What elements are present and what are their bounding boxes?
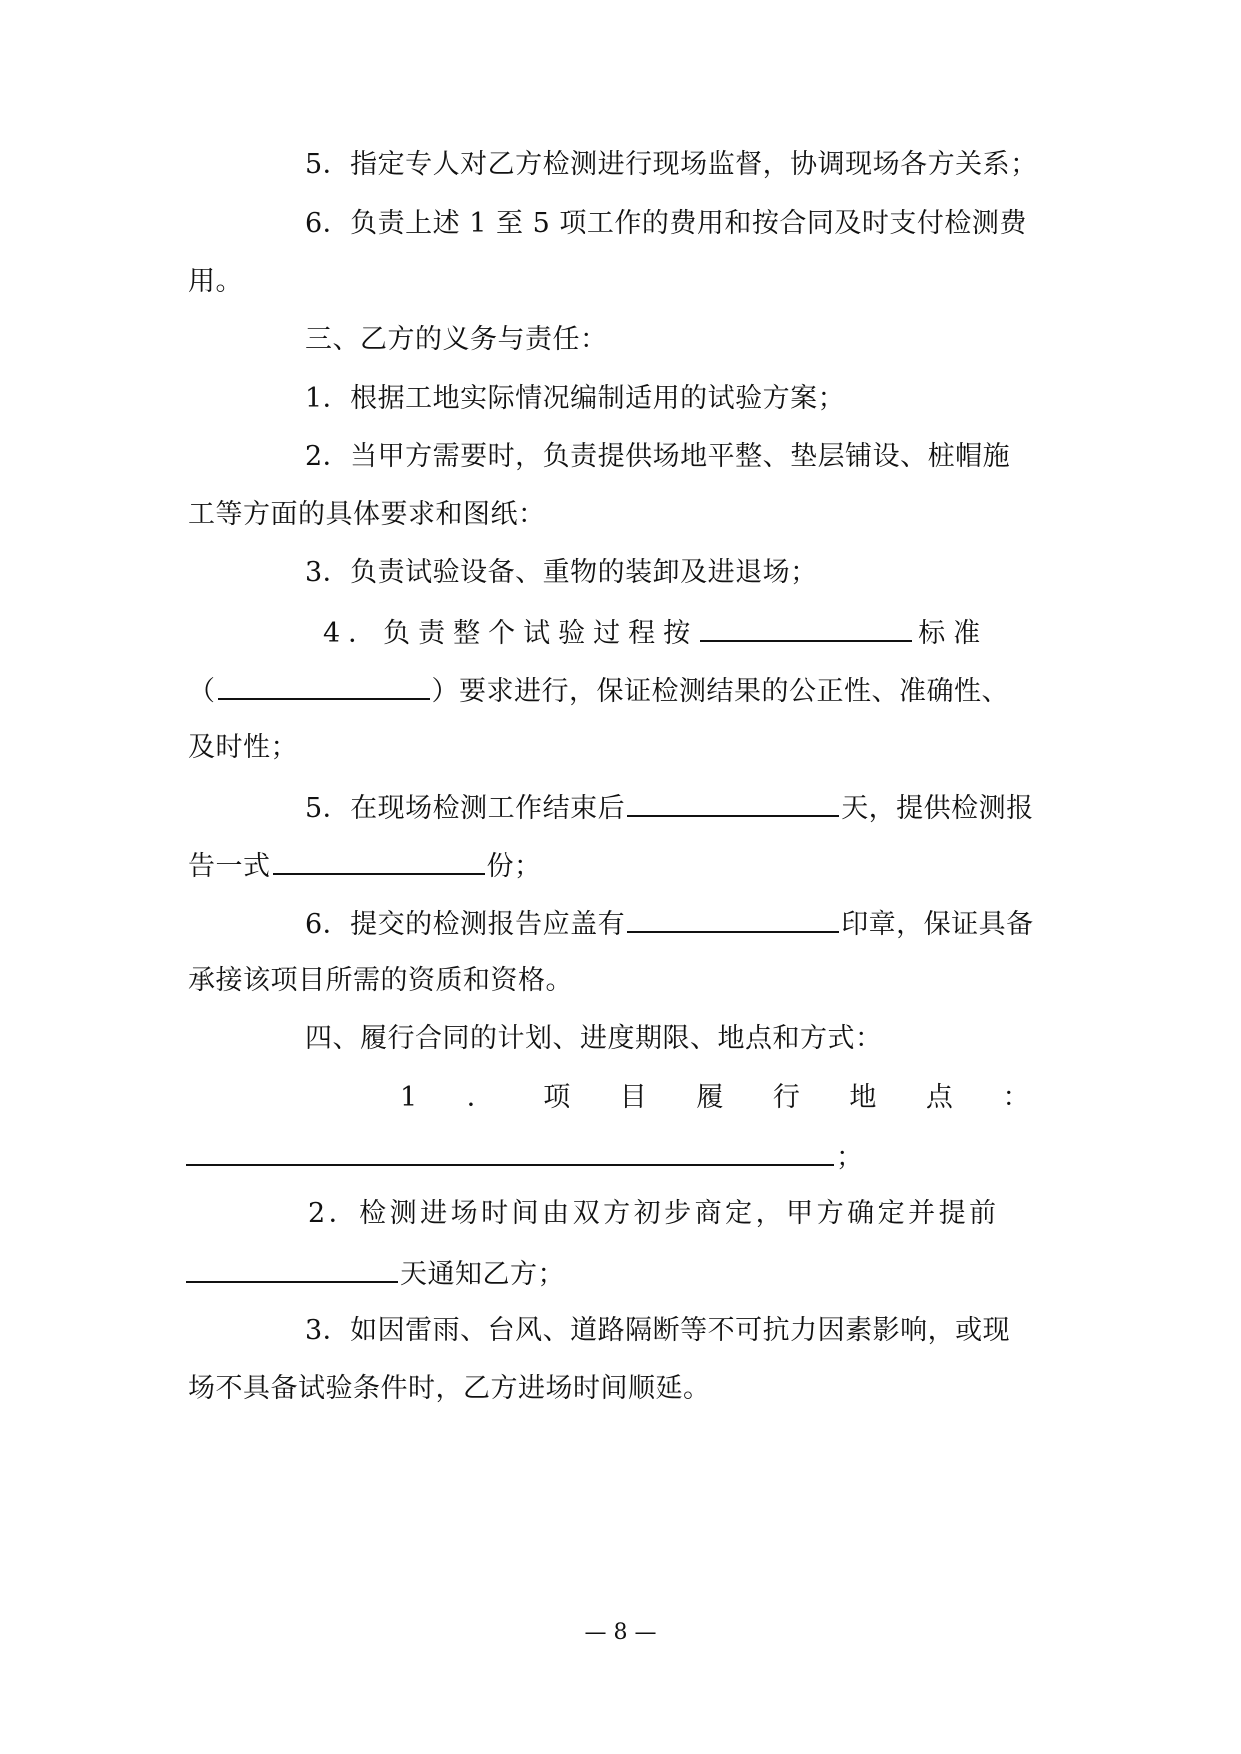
party-b-item-2-line2: 工等方面的具体要求和图纸： — [188, 499, 546, 530]
spread-char: 项 — [543, 1082, 571, 1113]
plan-item-2-line2 — [186, 1253, 565, 1295]
item-4-line2-text: ）要求进行，保证检测结果的公正性、准确性、 — [431, 676, 1009, 707]
party-b-item-5-line2 — [188, 845, 542, 887]
party-b-item-3: 3．负责试验设备、重物的装卸及进退场； — [305, 557, 818, 588]
spread-char: 履 — [696, 1082, 724, 1113]
party-b-item-4-line2 — [188, 670, 1009, 712]
plan-item-2-line1: 2．检测进场时间由双方初步商定，甲方确定并提前 — [308, 1198, 1000, 1229]
plan-item-1-line1 — [400, 1078, 1030, 1118]
spread-char: ： — [1002, 1082, 1030, 1113]
spread-char: 1 — [400, 1082, 418, 1113]
spread-char: 地 — [849, 1082, 877, 1113]
party-b-item-4-line1 — [323, 612, 988, 654]
spread-char: 点 — [925, 1082, 954, 1113]
seal-name-blank[interactable] — [627, 903, 839, 933]
location-end-punct: ； — [836, 1142, 864, 1173]
party-a-item-6-line2: 用。 — [188, 266, 243, 297]
item-6-text-before: 6．提交的检测报告应盖有 — [305, 909, 626, 940]
project-location-blank[interactable] — [186, 1136, 834, 1166]
item-5-line2-after: 份； — [486, 851, 542, 882]
item-5-line2-before: 告一式 — [188, 851, 271, 882]
section-heading-4: 四、履行合同的计划、进度期限、地点和方式： — [305, 1023, 883, 1054]
party-b-item-1: 1．根据工地实际情况编制适用的试验方案； — [305, 383, 846, 414]
party-b-item-4-line3: 及时性； — [188, 732, 298, 763]
report-copies-blank[interactable] — [273, 845, 485, 875]
paren-open: （ — [188, 676, 216, 707]
plan-item-3-line1: 3．如因雷雨、台风、道路隔断等不可抗力因素影响，或现 — [305, 1315, 1011, 1346]
standard-name-blank[interactable] — [700, 612, 912, 642]
report-days-blank[interactable] — [627, 787, 839, 817]
party-b-item-6-line2: 承接该项目所需的资质和资格。 — [188, 965, 573, 996]
plan-item-3-line2: 场不具备试验条件时，乙方进场时间顺延。 — [188, 1373, 711, 1404]
item-4-text-after: 标准 — [918, 618, 989, 649]
spread-char: ． — [466, 1082, 495, 1113]
item-6-text-after: 印章，保证具备 — [841, 909, 1034, 940]
spread-char: 目 — [619, 1082, 648, 1113]
item-4-text-before: 4．负责整个试验过程按 — [323, 618, 699, 649]
spread-char: 行 — [772, 1082, 801, 1113]
party-b-item-2-line1: 2．当甲方需要时，负责提供场地平整、垫层铺设、桩帽施 — [305, 441, 1011, 472]
standard-code-blank[interactable] — [218, 670, 430, 700]
party-a-item-5: 5．指定专人对乙方检测进行现场监督，协调现场各方关系； — [305, 149, 1038, 180]
party-b-item-6-line1 — [305, 903, 1034, 945]
party-a-item-6-line1: 6．负责上述 1 至 5 项工作的费用和按合同及时支付检测费 — [305, 208, 1027, 239]
item-5-text-before: 5．在现场检测工作结束后 — [305, 793, 626, 824]
notice-days-blank[interactable] — [186, 1253, 398, 1283]
plan-item-1-line2 — [186, 1136, 864, 1178]
section-heading-3: 三、乙方的义务与责任： — [305, 324, 608, 355]
item-5-text-after: 天，提供检测报 — [841, 793, 1034, 824]
party-b-item-5-line1 — [305, 787, 1034, 829]
item-2-line2-text: 天通知乙方； — [400, 1259, 565, 1290]
page-number: — 8 — — [584, 1620, 657, 1645]
